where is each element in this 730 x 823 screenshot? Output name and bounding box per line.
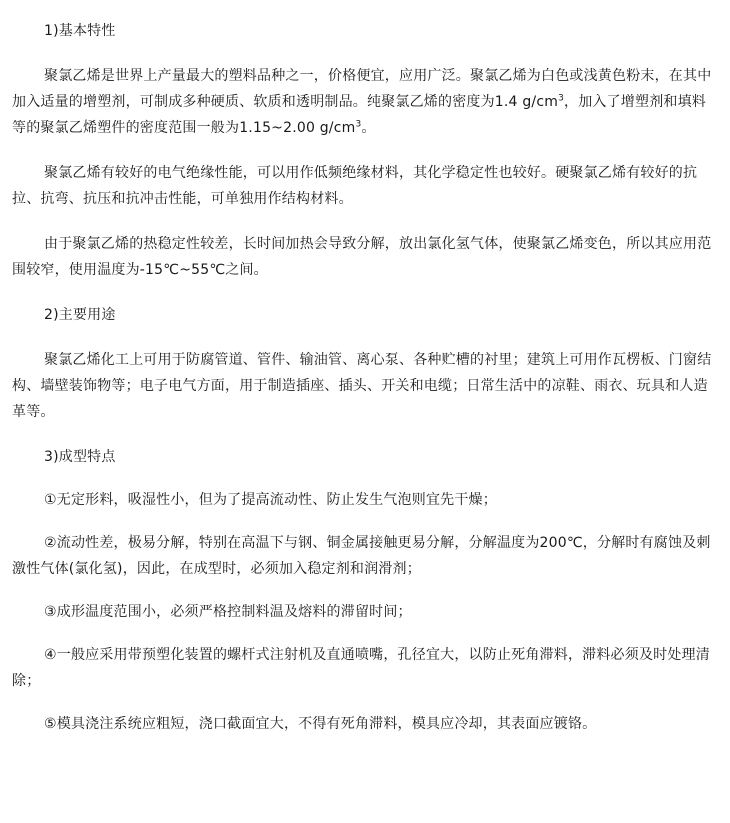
molding-item-1: ①无定形料，吸湿性小，但为了提高流动性、防止发生气泡则宜先干燥； bbox=[44, 492, 497, 508]
paragraph-basic-1 bbox=[12, 63, 720, 141]
paragraph-basic-1-part-c: 。 bbox=[361, 120, 376, 136]
superscript-3: 3 bbox=[558, 93, 564, 104]
paragraph-basic-2: 聚氯乙烯有较好的电气绝缘性能，可以用作低频绝缘材料，其化学稳定性也较好。硬聚氯乙烯有较好的抗拉、抗弯、抗压和抗冲击性能，可单独用作结构材料。 bbox=[12, 165, 698, 207]
document-body bbox=[12, 18, 720, 737]
paragraph-basic-3: 由于聚氯乙烯的热稳定性较差，长时间加热会导致分解，放出氯化氢气体，使聚氯乙烯变色，所以其应用范围较窄，使用温度为-15℃~55℃之间。 bbox=[12, 236, 712, 278]
molding-item-5: ⑤模具浇注系统应粗短，浇口截面宜大，不得有死角滞料，模具应冷却，其表面应镀铬。 bbox=[44, 716, 597, 732]
paragraph-basic-1-part-a: 聚氯乙烯是世界上产量最大的塑料品种之一，价格便宜，应用广泛。聚氯乙烯为白色或浅黄色粉末，在其中加入适量的增塑剂，可制成多种硬质、软质和透明制品。纯聚氯乙烯的密度为1.4 g/cm bbox=[12, 68, 712, 110]
molding-item-4: ④一般应采用带预塑化装置的螺杆式注射机及直通喷嘴，孔径宜大，以防止死角滞料，滞料必须及时处理清除； bbox=[12, 647, 710, 689]
superscript-3: 3 bbox=[355, 119, 362, 130]
section-heading-molding: 3)成型特点 bbox=[44, 449, 116, 465]
molding-item-3: ③成形温度范围小，必须严格控制料温及熔料的滞留时间； bbox=[44, 604, 412, 620]
section-heading-basic: 1)基本特性 bbox=[44, 23, 116, 39]
molding-item-2: ②流动性差，极易分解，特别在高温下与钢、铜金属接触更易分解，分解温度为200℃，分解时有腐蚀及刺激性气体(氯化氢)，因此，在成型时，必须加入稳定剂和润滑剂； bbox=[12, 535, 711, 577]
paragraph-basic-1-part-b: ，加入了增塑剂和填料等的聚氯乙烯塑件的密度范围一般为1.15~2.00 g/cm bbox=[12, 94, 706, 136]
paragraph-uses-1: 聚氯乙烯化工上可用于防腐管道、管件、输油管、离心泵、各种贮槽的衬里；建筑上可用作瓦楞板、门窗结构、墙壁装饰物等；电子电气方面，用于制造插座、插头、开关和电缆；日常生活中的凉鞋、雨衣、玩具和人造革等。 bbox=[12, 352, 712, 420]
section-heading-uses: 2)主要用途 bbox=[44, 307, 116, 323]
